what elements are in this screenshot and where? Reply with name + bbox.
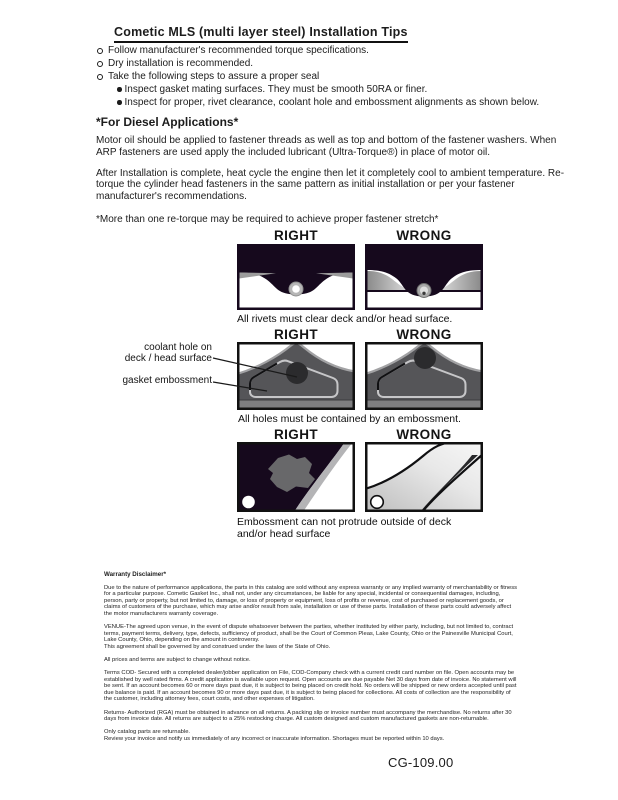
- figure-caption: Embossment can not protrude outside of deck and/or head surface: [237, 516, 452, 540]
- rivet-right-diagram: [237, 244, 355, 310]
- disclaimer-paragraph: All prices and terms are subject to change without notice.: [104, 656, 251, 663]
- filled-bullet-icon: [117, 87, 122, 92]
- retorque-note: *More than one re-torque may be required to achieve proper fastener stretch*: [96, 213, 439, 225]
- coolant-hole-label: coolant hole on deck / head surface: [124, 342, 212, 364]
- right-label: RIGHT: [274, 327, 318, 342]
- list-item: [97, 44, 567, 57]
- wrong-label: WRONG: [396, 228, 452, 243]
- list-item-text: Dry installation is recommended.: [108, 58, 254, 69]
- embossment-right-diagram: [237, 442, 355, 512]
- figure-hole-embossment: [117, 327, 483, 427]
- disclaimer-paragraph: Returns- Authorized (RGA) must be obtained in advance on all returns. A packing slip or invoice number must accompany the merchandise. No returns after 30 days from invoice date. All returns are subject to a 25% restocking charge. All custom designed and custom manufactured gaskets are non-returnable.: [104, 709, 512, 723]
- disclaimer-paragraph: Review your invoice and notify us immediately of any incorrect or inaccurate information. Shortages must be reported within 10 days.: [104, 735, 445, 742]
- disclaimer-paragraph: This agreement shall be governed by and construed under the laws of the State of Ohio.: [104, 643, 331, 650]
- rivet-wrong-diagram: [365, 244, 483, 310]
- document-code: CG-109.00: [388, 755, 454, 770]
- gasket-embossment-label: gasket embossment: [122, 375, 212, 386]
- disclaimer-paragraph: VENUE-The agreed upon venue, in the event of dispute whatsoever between the parties, whether instituted by either party, including, but not limited to, contract terms, payment terms, delivery, type, defects, sufficiency of product, shall be the Court of Common Pleas, Lake County, Ohio or the Painesville Municipal Court, Lake County, Ohio, depending on the amount in controversy.: [104, 624, 514, 644]
- figure-rivet-clearance: [237, 228, 483, 328]
- list-item: [97, 70, 567, 83]
- disclaimer-paragraph: Only catalog parts are returnable.: [104, 729, 191, 736]
- diesel-applications-section: [96, 115, 566, 235]
- disclaimer-paragraph: Due to the nature of performance applications, the parts in this catalog are sold without any express warranty or any implied warranty of merchantability or fitness for a particular purpose. Cometic Gasket Inc., shall not, under any circumstances, be liable for any special, incidental or consequential damages, including, person, party or property, but not limited to, damage, or loss of property or equipment, loss of profits or revenue, cost of purchased or replacement goods, or claims of customers of the purchase, which may arise and/or result from sale, installation or use of these parts. Installation of these parts could adversely affect the motor manufacturers warranty coverage.: [104, 584, 518, 617]
- figure-embossment-protrusion: [237, 427, 483, 547]
- open-bullet-icon: [97, 61, 103, 67]
- warranty-disclaimer-section: [104, 572, 519, 749]
- hole-right-diagram: [237, 342, 355, 410]
- installation-tips-list: [97, 44, 567, 109]
- wrong-label: WRONG: [396, 427, 452, 442]
- list-item-text: Inspect gasket mating surfaces. They must be smooth 50RA or finer.: [124, 84, 428, 95]
- right-label: RIGHT: [274, 228, 318, 243]
- list-item-text: Inspect for proper, rivet clearance, coolant hole and embossment alignments as shown below.: [124, 97, 540, 108]
- figure-caption: All rivets must clear deck and/or head surface.: [237, 313, 453, 325]
- right-label: RIGHT: [274, 427, 318, 442]
- list-item: [97, 57, 567, 70]
- filled-bullet-icon: [117, 100, 122, 105]
- list-item-text: Take the following steps to assure a proper seal: [108, 71, 320, 82]
- figure-caption: All holes must be contained by an embossment.: [238, 413, 461, 425]
- embossment-wrong-diagram: [365, 442, 483, 512]
- open-bullet-icon: [97, 74, 103, 80]
- list-item-text: Follow manufacturer's recommended torque specifications.: [108, 45, 369, 56]
- list-item: [117, 96, 567, 109]
- section-heading: *For Diesel Applications*: [96, 115, 239, 129]
- open-bullet-icon: [97, 48, 103, 54]
- disclaimer-heading: Warranty Disclaimer*: [104, 571, 167, 578]
- list-item: [117, 83, 567, 96]
- wrong-label: WRONG: [396, 327, 452, 342]
- paragraph: After Installation is complete, heat cycle the engine then let it completely cool to ambient temperature. Re-torque the cylinder head fasteners in the same pattern as initial installation or per your fastener manufacturer's recommendations.: [96, 167, 565, 203]
- page-title: Cometic MLS (multi layer steel) Installation Tips: [114, 25, 408, 43]
- hole-wrong-diagram: [365, 342, 483, 410]
- paragraph: Motor oil should be applied to fastener threads as well as top and bottom of the fastener washers. When ARP fasteners are used apply the included lubricant (Ultra-Torque®) in place of motor oil.: [96, 135, 557, 158]
- disclaimer-paragraph: Terms COD- Secured with a completed dealer/jobber application on File, COD-Company check with a current credit card number on file. Open accounts may be established by well rated firms. A credit application is available upon request. Open accounts are due payable Net 30 days from date of invoice. No statement will be sent. If an account becomes 60 or more days past due, it is subject to being placed on credit hold. No orders will be shipped or new orders accepted until past due balance is paid. If an account becomes 90 or more days past due, it is subject to being placed for collections. All costs of collection are the responsibility of the customer, including attorney fees, court costs, and other expenses of litigation.: [104, 670, 517, 703]
